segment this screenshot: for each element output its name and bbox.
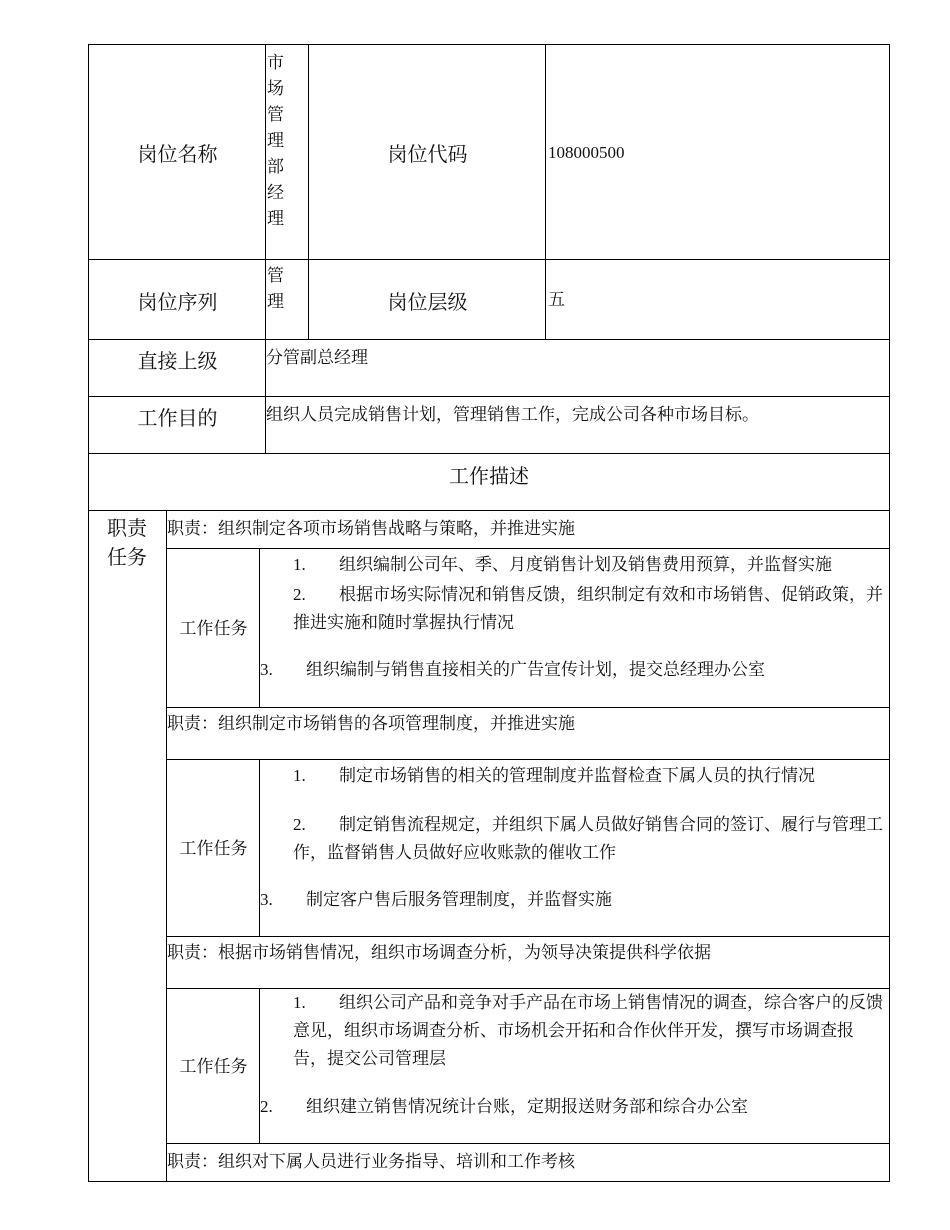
- duties-label-cell: [88, 510, 168, 1182]
- supervisor-value: 分管副总经理: [266, 348, 368, 367]
- position-code-cell: [545, 44, 890, 261]
- task-item: 3. 制定客户售后服务管理制度，并监督实施: [260, 890, 612, 909]
- task-list-1: [259, 548, 890, 709]
- task-item: 1. 组织公司产品和竞争对手产品在市场上销售情况的调查，综合客户的反馈意见，组织市场调查分析、市场机会开拓和合作伙伴开发，撰写市场调查报告，提交公司管理层: [293, 993, 883, 1068]
- purpose-cell: [265, 396, 890, 455]
- purpose-value: 组织人员完成销售计划，管理销售工作，完成公司各种市场目标。: [266, 405, 759, 424]
- task-item: 2. 制定销售流程规定，并组织下属人员做好销售合同的签订、履行与管理工作，监督销售人员做好应收账款的催收工作: [293, 815, 883, 862]
- task-item: 1. 组织编制公司年、季、月度销售计划及销售费用预算，并监督实施: [293, 555, 832, 574]
- duty-title-4: 职责：组织对下属人员进行业务指导、培训和工作考核: [166, 1143, 890, 1182]
- task-list-2: [259, 759, 890, 938]
- position-level-label: 岗位层级: [308, 259, 547, 341]
- duty-title-1: 职责：组织制定各项市场销售战略与策略，并推进实施: [166, 510, 890, 550]
- task-item: 1. 制定市场销售的相关的管理制度并监督检查下属人员的执行情况: [293, 766, 815, 785]
- position-name-label: 岗位名称: [88, 44, 267, 261]
- position-name-cell: [265, 44, 310, 261]
- position-sequence-cell: [265, 259, 310, 341]
- position-sequence-value: 管理: [267, 266, 284, 311]
- task-label-3: 工作任务: [166, 988, 261, 1145]
- position-code-label: 岗位代码: [308, 44, 547, 261]
- purpose-label: 工作目的: [88, 396, 267, 455]
- supervisor-cell: [265, 339, 890, 398]
- position-sequence-label: 岗位序列: [88, 259, 267, 341]
- position-name-value: 市场管理部经理: [267, 53, 284, 228]
- task-label-2: 工作任务: [166, 759, 261, 938]
- duties-label: 职责任务: [107, 518, 147, 569]
- task-list-3: [259, 988, 890, 1145]
- position-level-value: 五: [548, 290, 565, 309]
- task-item: 3. 组织编制与销售直接相关的广告宣传计划，提交总经理办公室: [260, 660, 765, 679]
- position-code-value: 108000500: [548, 142, 625, 162]
- description-title: 工作描述: [88, 453, 890, 512]
- duty-title-2: 职责：组织制定市场销售的各项管理制度，并推进实施: [166, 707, 890, 761]
- task-label-1: 工作任务: [166, 548, 261, 709]
- task-item: 2. 根据市场实际情况和销售反馈，组织制定有效和市场销售、促销政策，并推进实施和随时掌握执行情况: [293, 585, 883, 632]
- duty-title-3: 职责：根据市场销售情况，组织市场调查分析，为领导决策提供科学依据: [166, 936, 890, 990]
- supervisor-label: 直接上级: [88, 339, 267, 398]
- task-item: 2. 组织建立销售情况统计台账，定期报送财务部和综合办公室: [260, 1097, 748, 1116]
- position-level-cell: [545, 259, 890, 341]
